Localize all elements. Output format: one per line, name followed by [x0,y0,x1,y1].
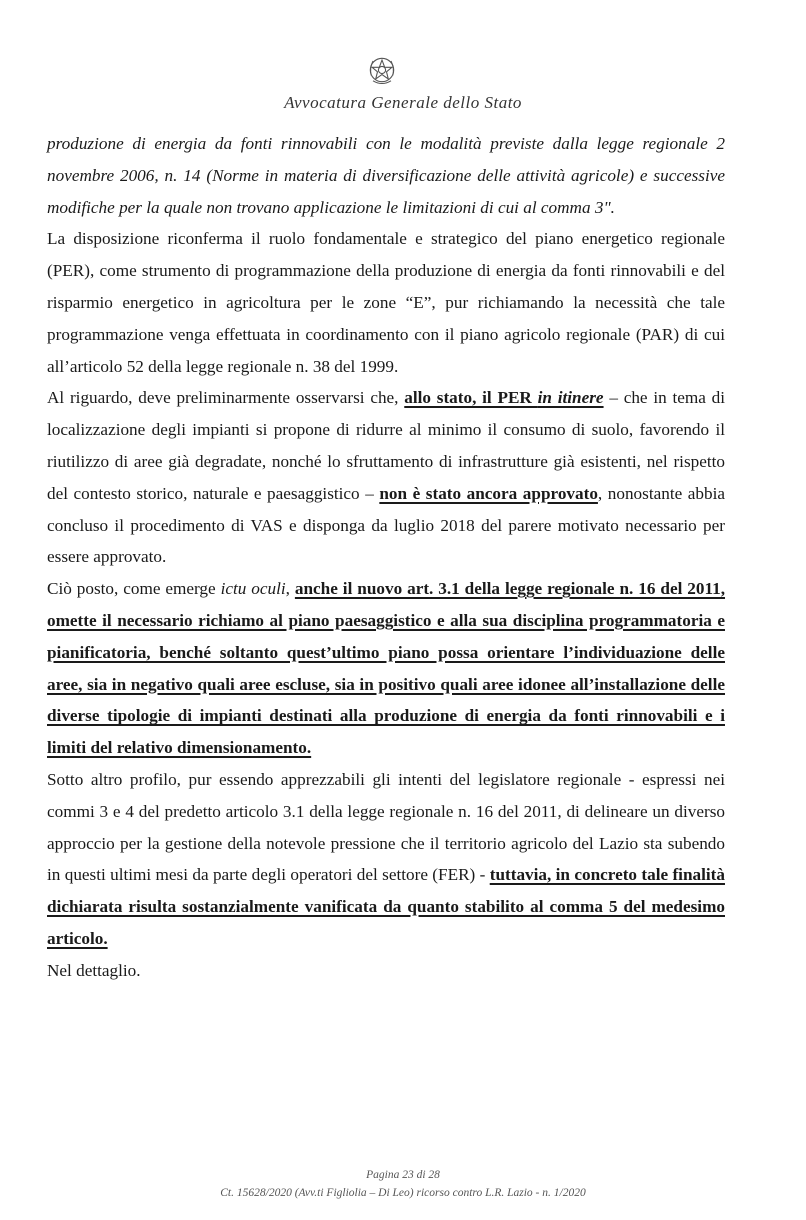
emphasized-text: tuttavia, in concreto tale finalità dichiarata risulta sostanzialmente vanificata da quanto stabilito al comma 5 del medesimo articolo. [47,865,725,948]
emphasized-text: in itinere [537,388,604,408]
text-segment: – che in tema di localizzazione degli impianti si propone di ridurre al minimo il consumo di suolo, favorendo il riutilizzo di aree già degradate, nonché lo sfruttamento di infrastrutture già esistenti, nel rispetto del contesto storico, naturale e paesaggistico – [47,388,725,503]
paragraph [47,223,725,382]
text-segment: , nonostante abbia concluso il procedimento di VAS e disponga da luglio 2018 del parere motivato necessario per essere approvato. [47,483,725,567]
emphasized-text: anche il nuovo art. 3.1 della legge regionale n. 16 del 2011, omette il necessario richiamo al piano paesaggistico e alla sua disciplina programmatoria e pianificatoria, benché soltanto quest’ultimo piano possa orientare l’individuazione delle aree, sia in negativo quali aree escluse, sia in positivo quali aree idonee all’installazione delle diverse tipologie di impianti destinati alla produzione di energia da fonti rinnovabili e i limiti del relativo dimensionamento. [47,579,726,758]
document-body [47,128,725,987]
paragraph [47,573,725,764]
document-reference: Ct. 15628/2020 (Avv.ti Figliolia – Di Leo) ricorso contro L.R. Lazio - n. 1/2020 [220,1187,586,1199]
text-segment: , [285,579,295,599]
text-segment: Al riguardo, deve preliminarmente osservarsi che, [47,388,405,408]
paragraph [47,382,725,573]
page-footer [0,1166,806,1202]
header-title: Avvocatura Generale dello Stato [284,93,522,112]
italian-republic-emblem-icon [364,52,400,88]
emphasized-text: non è stato ancora approvato [379,483,598,503]
text-segment: produzione di energia da fonti rinnovabili con le modalità previste dalla legge regionale 2 novembre 2006, n. 14 (Norme in materia di diversificazione delle attività agricole) e successive modifiche per la quale non trovano applicazione le limitazioni di cui al comma 3". [47,134,725,217]
paragraph [47,764,725,955]
emphasized-text: allo stato, il PER [404,388,538,408]
text-segment: ictu oculi [220,579,286,599]
paragraph [47,955,725,987]
paragraph [47,128,725,223]
text-segment: La disposizione riconferma il ruolo fondamentale e strategico del piano energetico regionale (PER), come strumento di programmazione della produzione di energia da fonti rinnovabili e del risparmio energetico in agricoltura per le zone “E”, pur richiamando la necessità che tale programmazione venga effettuata in coordinamento con il piano agricolo regionale (PAR) di cui all’articolo 52 della legge regionale n. 38 del 1999. [47,229,725,376]
page-number: Pagina 23 di 28 [366,1169,440,1181]
text-segment: Nel dettaglio. [47,960,141,980]
text-segment: Ciò posto, come emerge [47,579,221,599]
text-segment: Sotto altro profilo, pur essendo apprezzabili gli intenti del legislatore regionale - espressi nei commi 3 e 4 del predetto articolo 3.1 della legge regionale n. 16 del 2011, di delineare un diverso approccio per la gestione della notevole pressione che il territorio agricolo del Lazio sta subendo in questi ultimi mesi da parte degli operatori del settore (FER) - [47,769,725,885]
